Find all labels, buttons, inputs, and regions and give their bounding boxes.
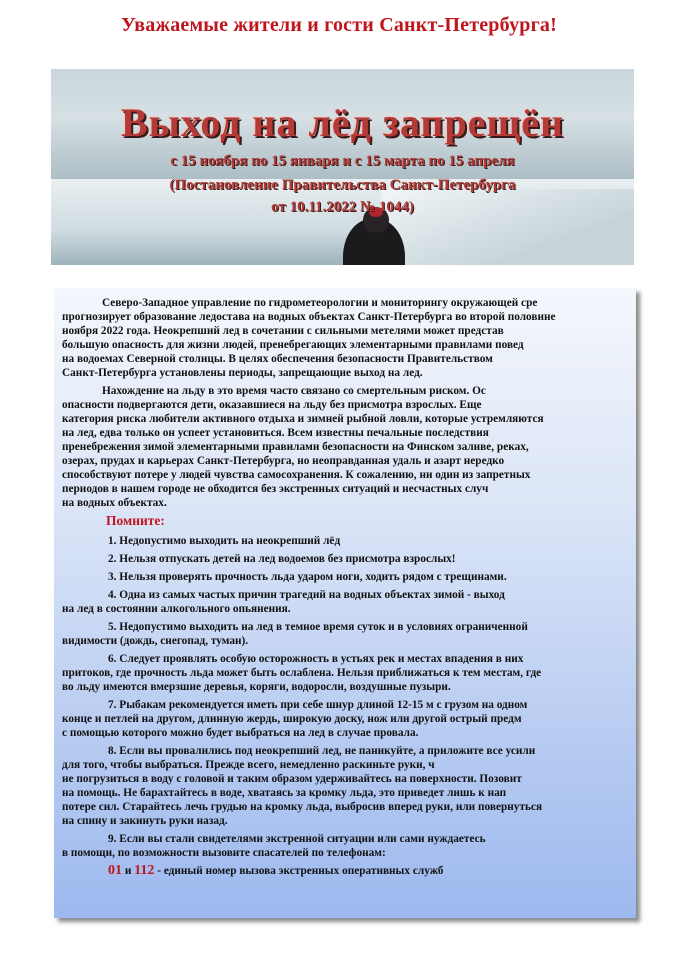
remember-heading: Помните: bbox=[106, 514, 165, 528]
paragraph-line: большую опасность для жизни людей, пренебрегающих элементарными правилами повед bbox=[62, 339, 524, 351]
phone-01: 01 bbox=[108, 864, 122, 878]
rule-item: потере сил. Старайтесь лечь грудью на кромку льда, выбросив вперед руки, или повернуться bbox=[62, 801, 543, 813]
rule-item: 4. Одна из самых частых причин трагедий на водных объектах зимой - выход bbox=[108, 589, 505, 601]
paragraph-line: категория риска любители активного отдыха и зимней рыбной ловли, которые устремляются bbox=[62, 413, 544, 425]
paragraph-line: Нахождение на льду в это время часто связано со смертельным риском. Ос bbox=[102, 385, 486, 397]
paragraph-line: на водных объектах. bbox=[62, 497, 167, 509]
banner-decree: (Постановление Правительства Санкт-Петербурга bbox=[169, 177, 516, 193]
paragraph-line: озерах, прудах и карьерах Санкт-Петербурга, но неоправданная удаль и азарт нередко bbox=[62, 455, 505, 467]
rule-item: во льду имеются вмерзшие деревья, коряги, водоросли, воздушные пузыри. bbox=[62, 681, 451, 693]
rule-item: конце и петлей на другом, длинную жердь, широкую доску, нож или другой острый предм bbox=[62, 713, 522, 725]
banner-dates: с 15 ноября по 15 января и с 15 марта по 15 апреля bbox=[170, 153, 515, 169]
rule-item: на помощь. Не барахтайтесь в воде, хватаясь за кромку льда, это приведет лишь к нап bbox=[62, 787, 507, 799]
rule-item: 2. Нельзя отпускать детей на лед водоемов без присмотра взрослых! bbox=[108, 553, 456, 565]
banner-title: Выход на лёд запрещён bbox=[120, 100, 565, 145]
paragraph-line: на водоемах Северной столицы. В целях обеспечения безопасности Правительством bbox=[62, 353, 493, 365]
rule-item: в помощи, по возможности вызовите спасателей по телефонам: bbox=[62, 847, 386, 859]
paragraph-line: ноября 2022 года. Неокрепший лед в сочетании с сильными метелями может представ bbox=[62, 325, 504, 337]
safety-notice-box bbox=[54, 288, 636, 918]
rule-item: с помощью которого можно будет выбраться на лед в случае провала. bbox=[62, 727, 419, 739]
banner-image bbox=[51, 69, 634, 265]
rule-item: не погрузиться в воду с головой и таким образом удерживайтесь на поверхности. Позовит bbox=[62, 773, 522, 785]
paragraph-line: прогнозирует образование ледостава на водных объектах Санкт-Петербурга во второй половине bbox=[62, 311, 556, 323]
paragraph-line: Северо-Западное управление по гидрометеорологии и мониторингу окружающей сре bbox=[102, 297, 538, 309]
rule-item: на спину и закинуть руки назад. bbox=[62, 815, 228, 827]
rule-item: 6. Следует проявлять особую осторожность в устьях рек и местах впадения в них bbox=[108, 653, 524, 665]
emergency-phones bbox=[108, 864, 632, 878]
phone-112: 112 bbox=[134, 864, 155, 878]
rule-item: на лед в состоянии алкогольного опьянения. bbox=[62, 603, 291, 615]
rule-item: видимости (дождь, снегопад, туман). bbox=[62, 635, 249, 647]
paragraph-line: пренебрежения зимой элементарными правилами безопасности на Финском заливе, реках, bbox=[62, 441, 529, 453]
paragraph-line: периодов в нашем городе не обходится без экстренных ситуаций и несчастных случ bbox=[62, 483, 489, 495]
rule-item: притоков, где прочность льда может быть ослаблена. Нельзя приближаться к тем местам, где bbox=[62, 667, 542, 679]
banner-decree-date: от 10.11.2022 № 1044) bbox=[271, 199, 414, 215]
rule-item: для того, чтобы выбраться. Прежде всего, немедленно раскиньте руки, ч bbox=[62, 759, 435, 771]
rule-item: 5. Недопустимо выходить на лед в темное время суток и в условиях ограниченной bbox=[108, 621, 528, 633]
rule-item: 7. Рыбакам рекомендуется иметь при себе шнур длиной 12-15 м с грузом на одном bbox=[108, 699, 528, 711]
rule-item: 8. Если вы провалились под неокрепший лед, не паникуйте, а приложите все усили bbox=[108, 745, 536, 757]
phone-description: - единый номер вызова экстренных оперативных служб bbox=[157, 865, 444, 877]
paragraph-line: на лед, едва только он успеет установиться. Всем известны печальные последствия bbox=[62, 427, 489, 439]
paragraph-line: способствуют потере у людей чувства самосохранения. К сожалению, ни один из запретных bbox=[62, 469, 531, 481]
paragraph-line: опасности подвергаются дети, оказавшиеся на льду без присмотра взрослых. Еще bbox=[62, 399, 482, 411]
rule-item: 3. Нельзя проверять прочность льда ударом ноги, ходить рядом с трещинами. bbox=[108, 571, 507, 583]
page-title: Уважаемые жители и гости Санкт-Петербурга! bbox=[121, 14, 557, 36]
paragraph-line: Санкт-Петербурга установлены периоды, запрещающие выход на лед. bbox=[62, 367, 423, 379]
rule-item: 9. Если вы стали свидетелями экстренной ситуации или сами нуждаетесь bbox=[108, 833, 486, 845]
rule-item: 1. Недопустимо выходить на неокрепший лёд bbox=[108, 535, 341, 547]
phone-conjunction: и bbox=[124, 865, 132, 877]
